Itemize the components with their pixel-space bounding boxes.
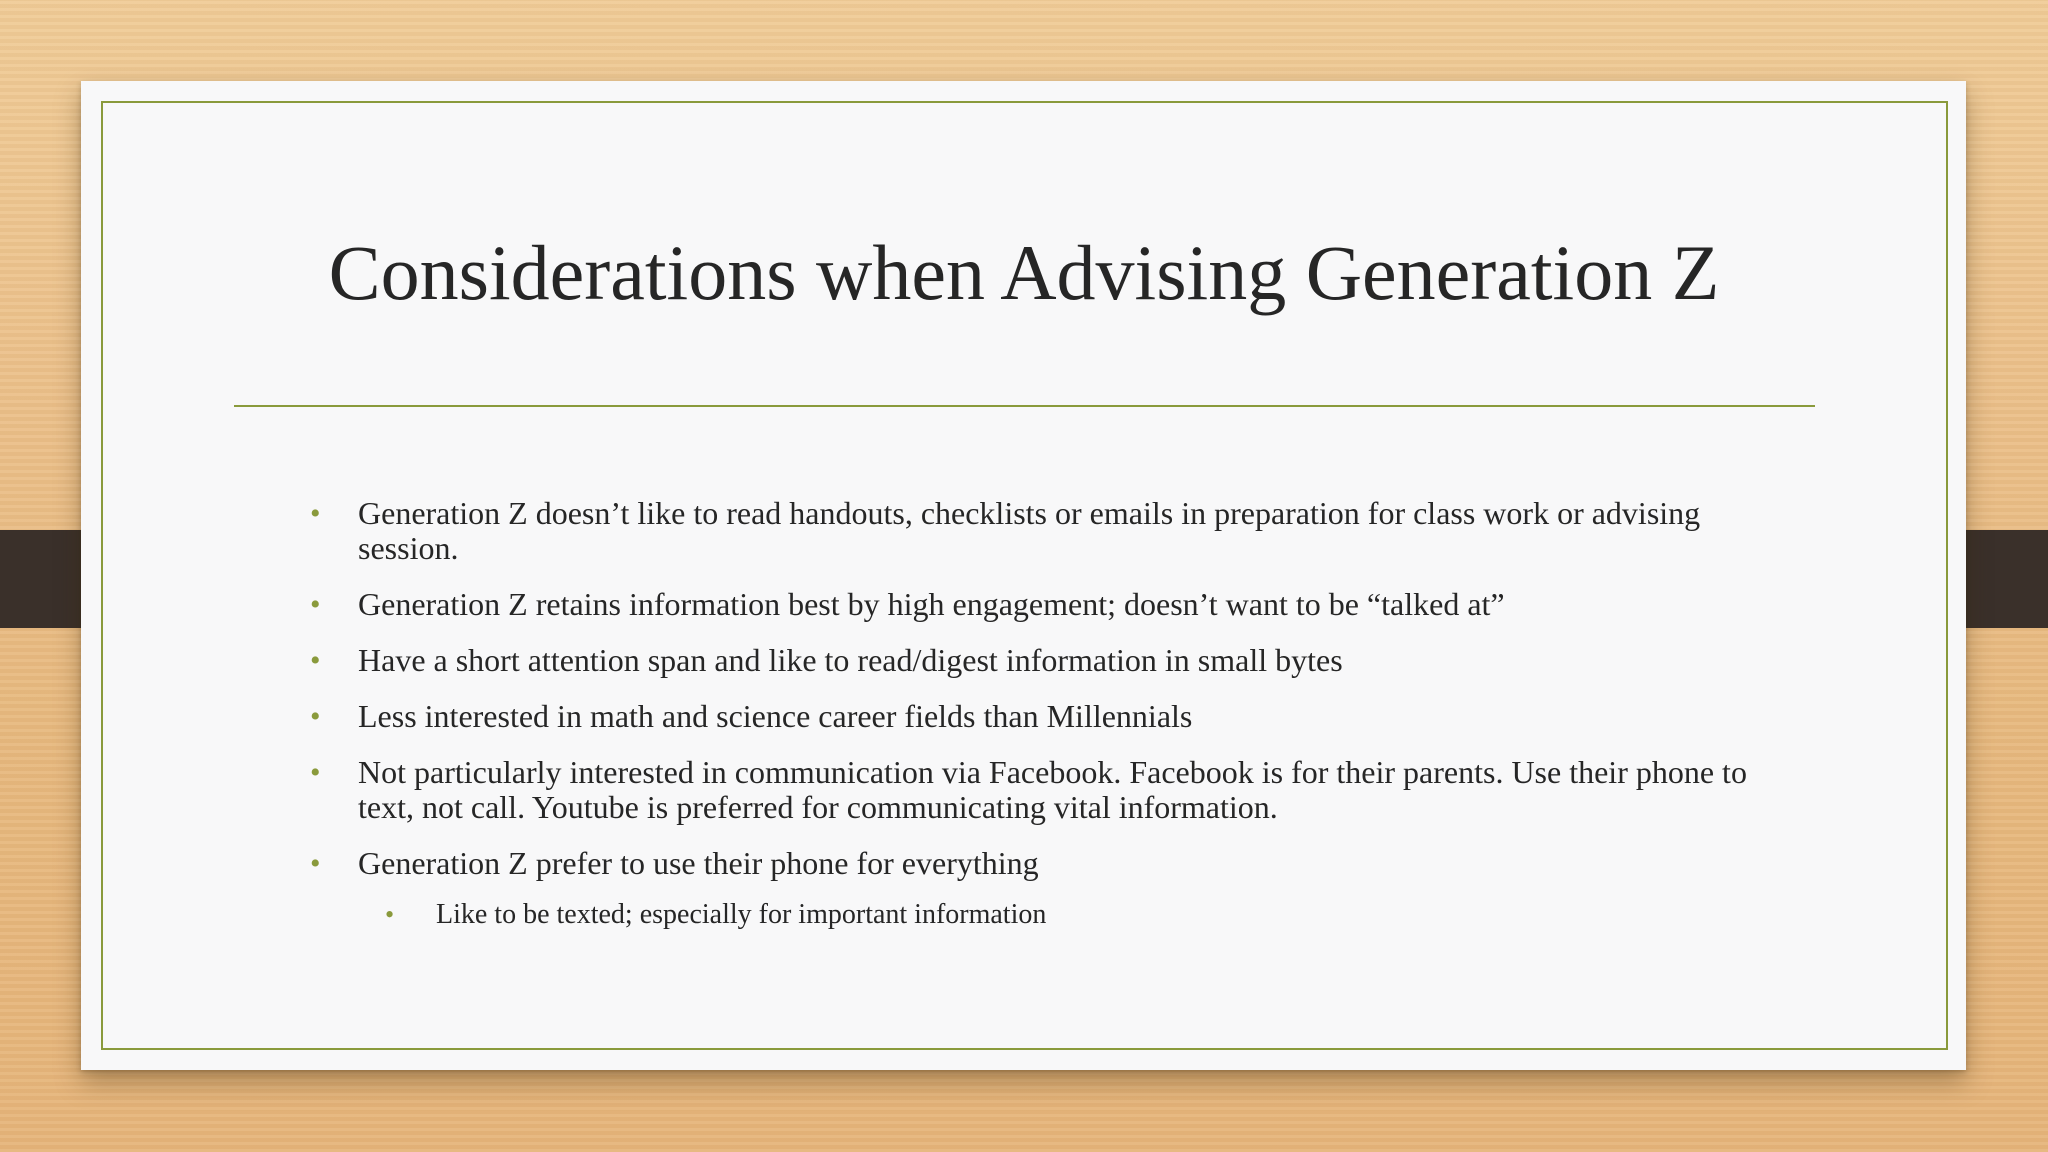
bullet-text: Less interested in math and science career fields than Millennials	[358, 698, 1193, 734]
bullet-dot-icon: •	[310, 588, 321, 621]
bullet-dot-icon: •	[310, 756, 321, 789]
sub-bullet-item	[300, 898, 1780, 932]
bullet-text: Not particularly interested in communication via Facebook. Facebook is for their parents. Use their phone to text, not call. Youtube is preferred for communicating vital information.	[358, 754, 1747, 825]
sub-bullet-text: Like to be texted; especially for important information	[436, 899, 1047, 930]
title-divider	[234, 405, 1815, 407]
bullet-dot-icon: •	[310, 497, 321, 530]
bullet-item	[300, 846, 1780, 881]
bullet-text: Generation Z doesn’t like to read handouts, checklists or emails in preparation for class work or advising session.	[358, 495, 1701, 566]
bullet-text: Generation Z retains information best by high engagement; doesn’t want to be “talked at”	[358, 586, 1505, 622]
bullet-dot-icon: •	[310, 700, 321, 733]
bullet-list	[300, 496, 1780, 932]
bullet-text: Have a short attention span and like to read/digest information in small bytes	[358, 642, 1343, 678]
bullet-item	[300, 587, 1780, 622]
sub-bullet-dot-icon: •	[385, 900, 395, 929]
bullet-text: Generation Z prefer to use their phone for everything	[358, 845, 1039, 881]
bullet-item	[300, 755, 1780, 825]
slide-title: Considerations when Advising Generation Z	[328, 229, 1720, 316]
bullet-dot-icon: •	[310, 847, 321, 880]
bullet-dot-icon: •	[310, 644, 321, 677]
bullet-item	[300, 699, 1780, 734]
bullet-item	[300, 643, 1780, 678]
bullet-item	[300, 496, 1780, 566]
